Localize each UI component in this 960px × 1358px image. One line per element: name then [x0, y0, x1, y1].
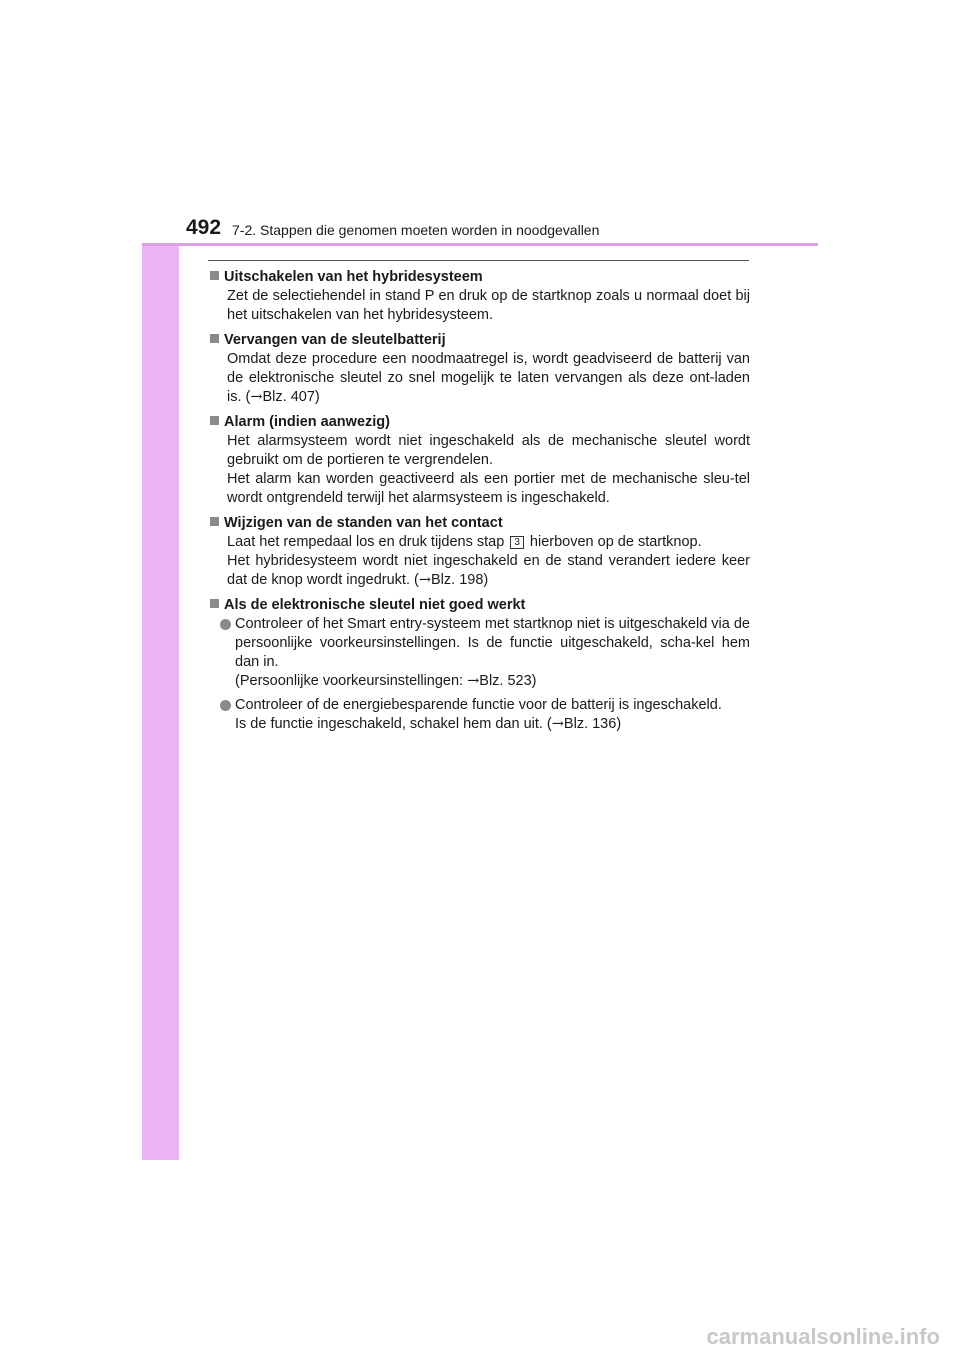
list-item: [220, 615, 750, 691]
page-reference[interactable]: Blz. 523): [479, 673, 537, 689]
section-contact: [210, 514, 750, 590]
paragraph-text: (Persoonlijke voorkeursinstellingen:: [235, 673, 468, 689]
section-heading-text: Alarm (indien aanwezig): [224, 414, 390, 430]
list-item: [220, 696, 750, 734]
section-body: [220, 615, 750, 734]
circle-bullet-icon: [220, 619, 231, 630]
paragraph: [227, 552, 750, 590]
section-body: [227, 432, 750, 508]
section-heading: [210, 514, 750, 533]
section-heading: [210, 268, 750, 287]
arrow-icon: →: [250, 389, 263, 405]
list-item-text: [235, 615, 750, 691]
section-sleutel-werkt-niet: [210, 596, 750, 734]
section-heading-text: Vervangen van de sleutelbatterij: [224, 332, 446, 348]
paragraph: Het alarmsysteem wordt niet ingeschakeld als de mechanische sleutel wordt gebruikt om de portieren te vergrendelen.: [227, 433, 750, 468]
paragraph-text: Omdat deze procedure een noodmaatregel is, wordt geadviseerd de batterij van de elektronische sleutel zo snel mogelijk te laten vervangen als deze ont-laden is. (: [227, 351, 750, 405]
page-number: 492: [186, 216, 222, 239]
section-alarm: [210, 413, 750, 508]
side-color-band: [142, 198, 179, 1160]
page-reference[interactable]: Blz. 198): [431, 572, 489, 588]
section-body: [227, 533, 750, 590]
section-body: [227, 287, 750, 325]
section-heading-text: Wijzigen van de standen van het contact: [224, 515, 503, 531]
square-bullet-icon: [210, 416, 219, 425]
paragraph: Het alarm kan worden geactiveerd als een portier met de mechanische sleu-tel wordt ontgrendeld terwijl het alarmsysteem is ingeschakeld.: [227, 471, 750, 506]
section-uitschakelen: [210, 268, 750, 325]
section-heading: [210, 413, 750, 432]
section-sleutelbatterij: [210, 331, 750, 407]
section-heading: [210, 331, 750, 350]
square-bullet-icon: [210, 517, 219, 526]
paragraph-text: Controleer of het Smart entry-systeem met startknop niet is uitgeschakeld via de persoonlijke voorkeursinstellingen. Is de functie uitgeschakeld, scha-kel hem dan in.: [235, 616, 750, 670]
square-bullet-icon: [210, 334, 219, 343]
paragraph-text: hierboven op de startknop.: [529, 534, 702, 550]
paragraph: [235, 672, 750, 691]
arrow-icon: →: [467, 673, 480, 689]
paragraph: [235, 715, 750, 734]
watermark: carmanualsonline.info: [706, 1324, 940, 1349]
page-reference[interactable]: Blz. 407): [262, 389, 320, 405]
paragraph: [227, 350, 750, 407]
paragraph-text: Is de functie ingeschakeld, schakel hem dan uit. (: [235, 716, 552, 732]
section-heading-text: Uitschakelen van het hybridesysteem: [224, 269, 483, 285]
step-number-badge: 3: [510, 536, 524, 549]
page-content: [210, 268, 750, 740]
section-body: [227, 350, 750, 407]
list-item-text: [235, 696, 750, 734]
header-rule: [142, 243, 818, 246]
paragraph: Zet de selectiehendel in stand P en druk op de startknop zoals u normaal doet bij het uitschakelen van het hybridesysteem.: [227, 288, 750, 323]
paragraph-text: Het hybridesysteem wordt niet ingeschakeld en de stand verandert iedere keer dat de knop wordt ingedrukt. (: [227, 553, 750, 588]
arrow-icon: →: [551, 716, 564, 732]
content-divider: [208, 260, 749, 261]
arrow-icon: →: [418, 572, 431, 588]
section-heading-text: Als de elektronische sleutel niet goed werkt: [224, 597, 526, 613]
page-reference[interactable]: Blz. 136): [563, 716, 622, 732]
chapter-title: 7-2. Stappen die genomen moeten worden in noodgevallen: [232, 222, 600, 238]
section-heading: [210, 596, 750, 615]
paragraph-text: Laat het rempedaal los en druk tijdens stap: [227, 534, 505, 550]
circle-bullet-icon: [220, 700, 231, 711]
square-bullet-icon: [210, 271, 219, 280]
paragraph-text: Controleer of de energiebesparende functie voor de batterij is ingeschakeld.: [235, 697, 722, 713]
square-bullet-icon: [210, 599, 219, 608]
paragraph: [227, 533, 750, 552]
